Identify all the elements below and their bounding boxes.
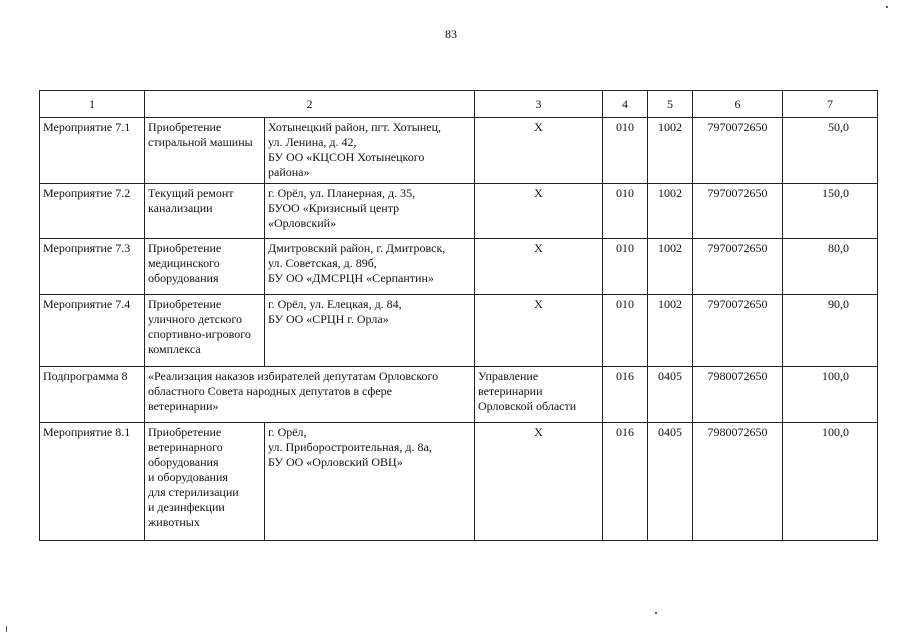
col3-cell: Х [475, 118, 603, 184]
description-cell: «Реализация наказов избирателей депутатам Орловского областного Совета народных депутатов в сфере ветеринарии» [145, 367, 475, 423]
header-cell: 6 [693, 91, 783, 118]
item-cell: Приобретение медицинского оборудования [145, 239, 265, 295]
col5-cell: 1002 [648, 239, 693, 295]
col5-cell: 1002 [648, 118, 693, 184]
col5-cell: 0405 [648, 367, 693, 423]
table-row [40, 239, 878, 295]
item-cell: Приобретение уличного детского спортивно-игрового комплекса [145, 295, 265, 367]
col3-cell: Х [475, 239, 603, 295]
header-cell: 1 [40, 91, 145, 118]
col4-cell: 016 [603, 367, 648, 423]
table-row [40, 118, 878, 184]
table-header-row [40, 91, 878, 118]
col7-cell: 50,0 [783, 118, 878, 184]
col6-cell: 7970072650 [693, 184, 783, 239]
scan-speck [886, 6, 888, 8]
col5-cell: 0405 [648, 423, 693, 541]
item-cell: Приобретение стиральной машины [145, 118, 265, 184]
address-cell: Хотынецкий район, пгт. Хотынец, ул. Ленина, д. 42, БУ ОО «КЦСОН Хотынецкого района» [265, 118, 475, 184]
col6-cell: 7970072650 [693, 118, 783, 184]
col6-cell: 7980072650 [693, 367, 783, 423]
col7-cell: 100,0 [783, 423, 878, 541]
event-cell: Мероприятие 8.1 [40, 423, 145, 541]
col4-cell: 010 [603, 118, 648, 184]
scan-speck [655, 612, 657, 614]
col7-cell: 150,0 [783, 184, 878, 239]
item-cell: Текущий ремонт канализации [145, 184, 265, 239]
col5-cell: 1002 [648, 295, 693, 367]
address-cell: г. Орёл, ул. Елецкая, д. 84, БУ ОО «СРЦН г. Орла» [265, 295, 475, 367]
event-cell: Мероприятие 7.4 [40, 295, 145, 367]
item-cell: Приобретение ветеринарного оборудования и оборудования для стерилизации и дезинфекции животных [145, 423, 265, 541]
col6-cell: 7970072650 [693, 239, 783, 295]
col5-cell: 1002 [648, 184, 693, 239]
header-cell: 3 [475, 91, 603, 118]
table-row [40, 423, 878, 541]
table-row [40, 295, 878, 367]
col7-cell: 100,0 [783, 367, 878, 423]
table-row [40, 184, 878, 239]
event-cell: Подпрограмма 8 [40, 367, 145, 423]
col7-cell: 90,0 [783, 295, 878, 367]
header-cell: 2 [145, 91, 475, 118]
col3-cell: Х [475, 184, 603, 239]
col3-cell: Х [475, 423, 603, 541]
col4-cell: 010 [603, 184, 648, 239]
col3-cell: Х [475, 295, 603, 367]
event-cell: Мероприятие 7.1 [40, 118, 145, 184]
header-cell: 4 [603, 91, 648, 118]
col7-cell: 80,0 [783, 239, 878, 295]
col3-cell: Управление ветеринарии Орловской области [475, 367, 603, 423]
budget-table [39, 90, 878, 541]
col6-cell: 7980072650 [693, 423, 783, 541]
event-cell: Мероприятие 7.3 [40, 239, 145, 295]
col4-cell: 016 [603, 423, 648, 541]
subprogram-row [40, 367, 878, 423]
col6-cell: 7970072650 [693, 295, 783, 367]
address-cell: г. Орёл, ул. Планерная, д. 35, БУОО «Кризисный центр «Орловский» [265, 184, 475, 239]
page-number: 83 [445, 27, 457, 41]
col4-cell: 010 [603, 295, 648, 367]
scan-speck [6, 626, 7, 632]
header-cell: 7 [783, 91, 878, 118]
event-cell: Мероприятие 7.2 [40, 184, 145, 239]
header-cell: 5 [648, 91, 693, 118]
address-cell: Дмитровский район, г. Дмитровск, ул. Советская, д. 89б, БУ ОО «ДМСРЦН «Серпантин» [265, 239, 475, 295]
address-cell: г. Орёл, ул. Приборостроительная, д. 8а, БУ ОО «Орловский ОВЦ» [265, 423, 475, 541]
col4-cell: 010 [603, 239, 648, 295]
